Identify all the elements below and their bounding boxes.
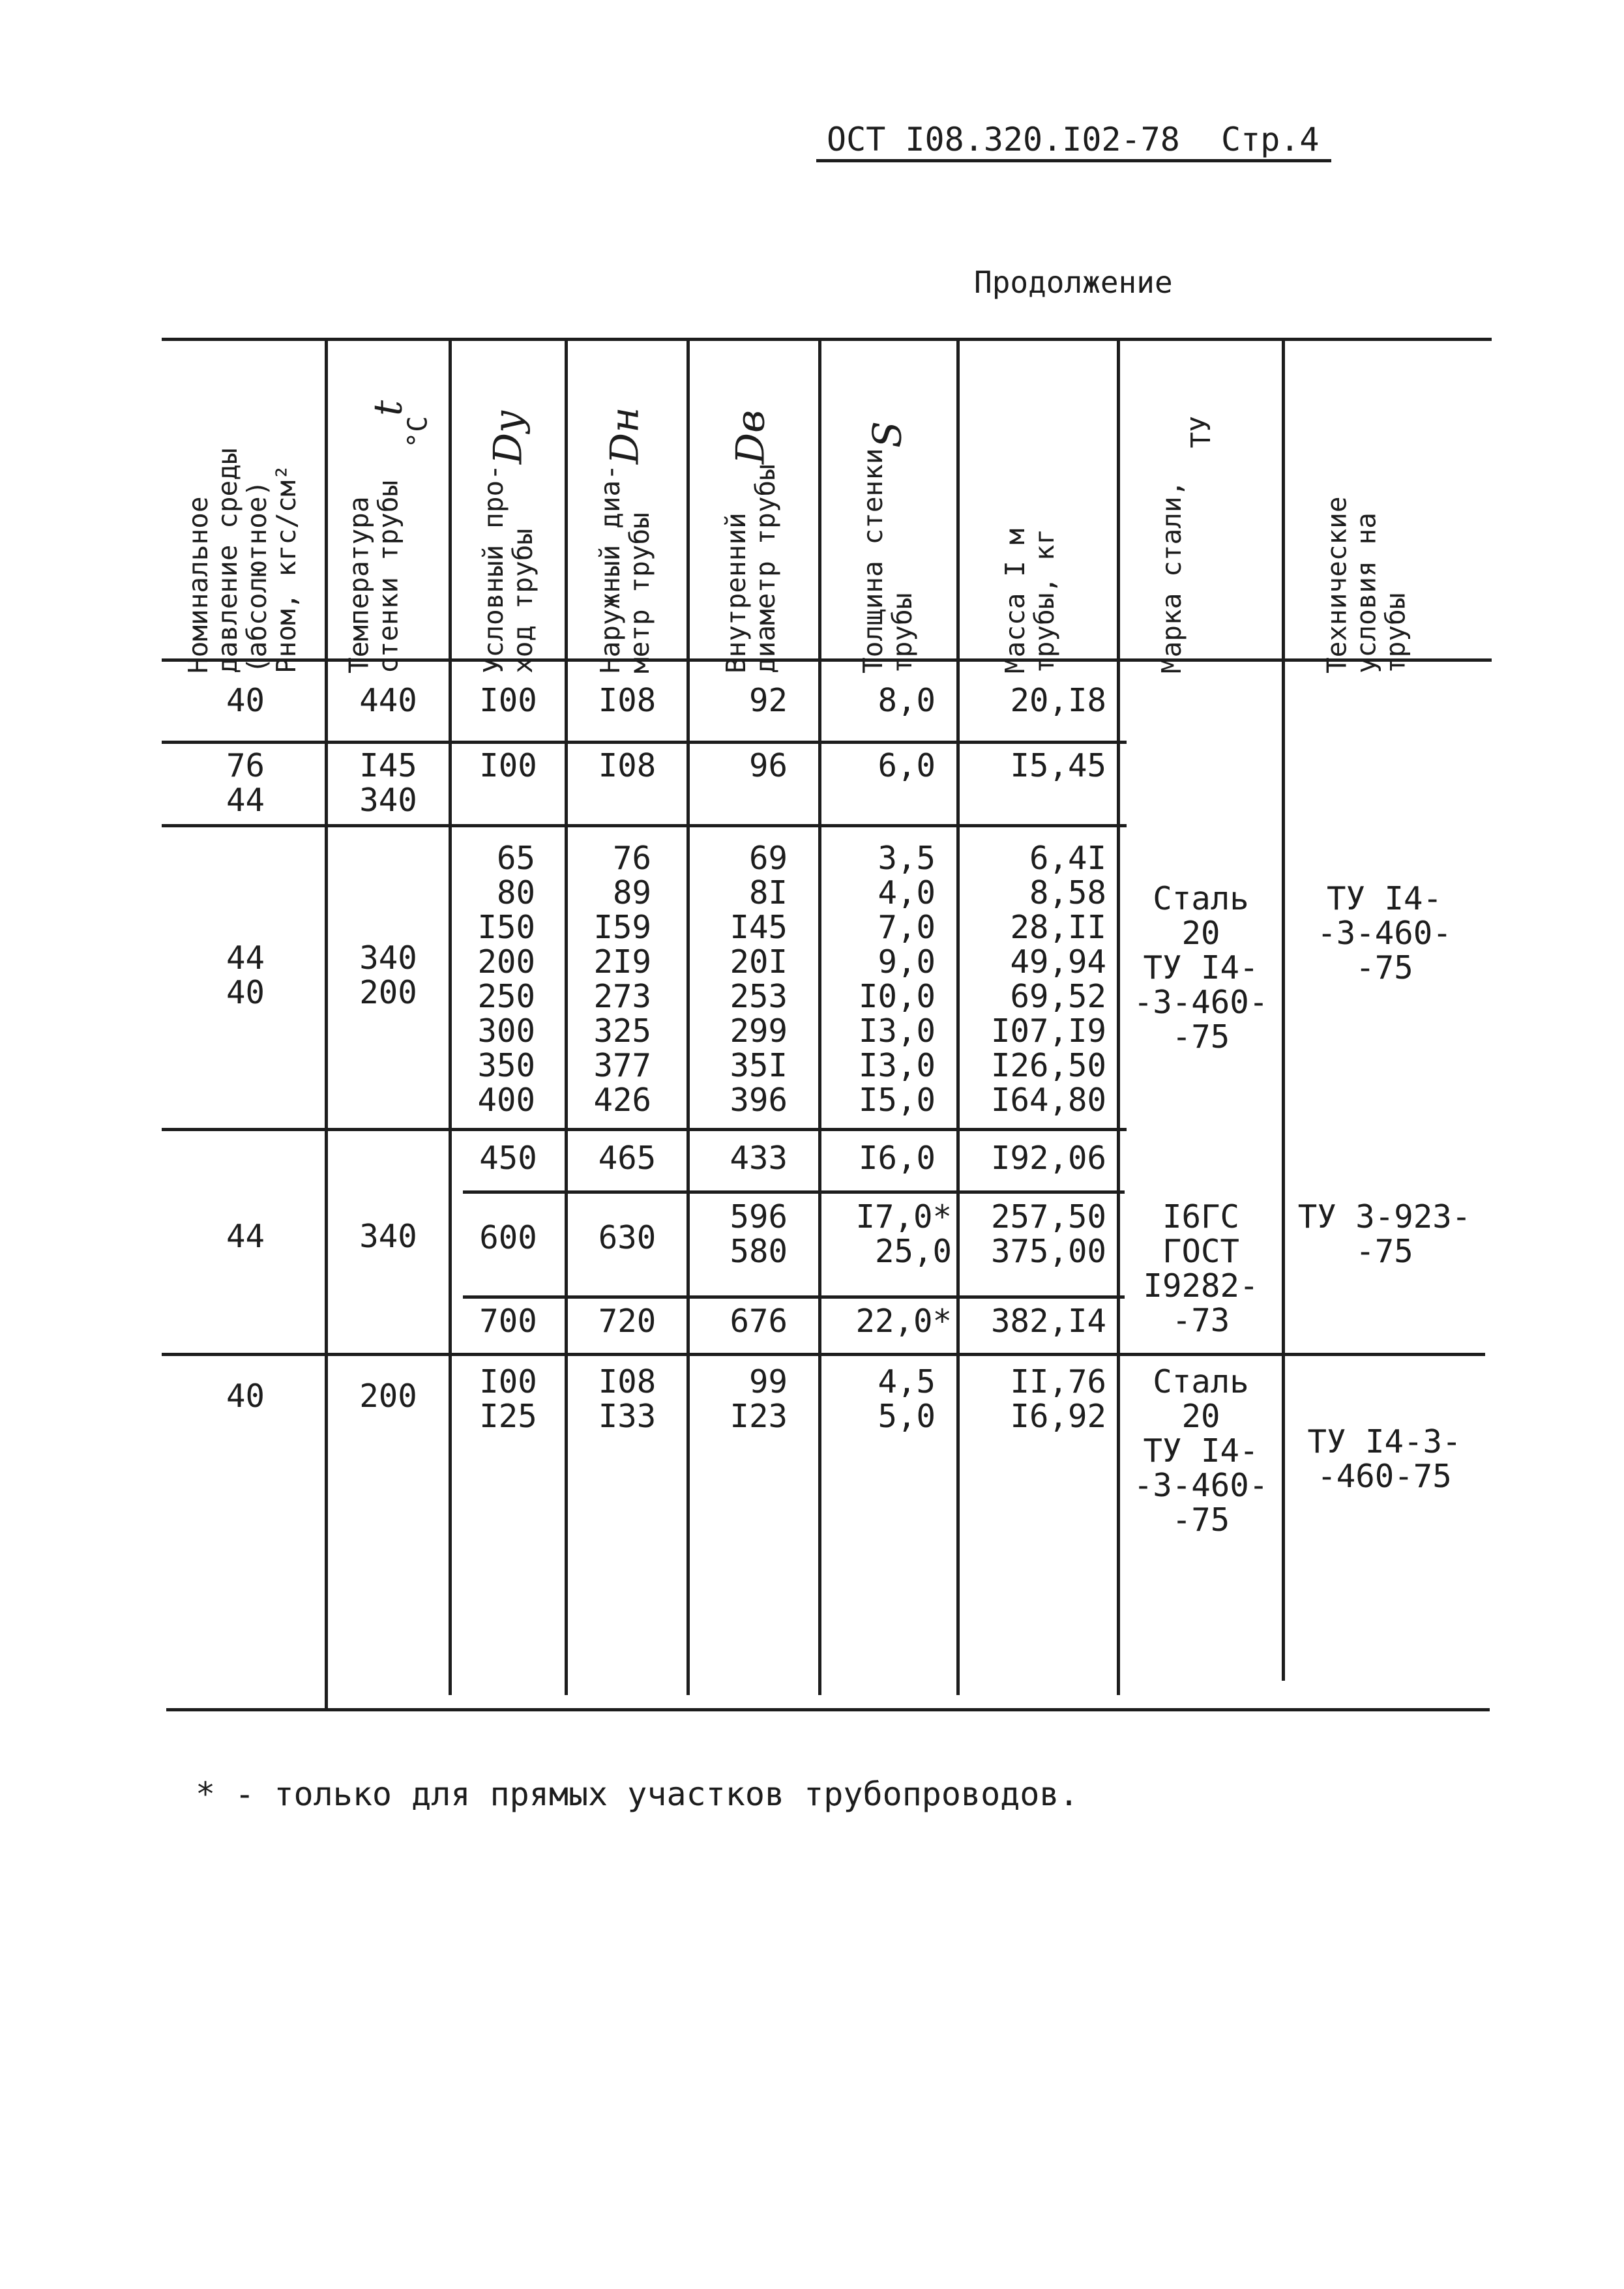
column-rule — [325, 338, 328, 1708]
table-cell: 40 — [226, 682, 265, 719]
table-cell: 450 — [479, 1140, 537, 1177]
row-rule — [162, 1353, 1485, 1356]
table-cell: I92,06 — [990, 1140, 1106, 1177]
table-cell: 600 — [479, 1219, 537, 1256]
row-rule — [463, 1190, 1125, 1194]
table-cell: 40 — [226, 1378, 265, 1415]
table-cell: 6,0 — [878, 747, 936, 784]
table-cell: I00 — [479, 682, 537, 719]
table-cell: I5,45 — [1010, 747, 1106, 784]
table-cell: I08 I33 — [598, 1363, 657, 1435]
tech-spec-cell: ТУ 3-923- -75 — [1297, 1198, 1471, 1270]
table-cell: I08 — [598, 682, 657, 719]
column-header-nominal-bore: Условный про- ход трубы Dу — [478, 410, 539, 673]
table-cell: 3,5 4,0 7,0 9,0 I0,0 I3,0 I3,0 I5,0 — [858, 840, 936, 1119]
table-cell: I00 I25 — [479, 1363, 537, 1435]
table-cell: I7,0* 25,0 — [855, 1198, 952, 1270]
table-cell: 8,0 — [878, 682, 936, 719]
table-cell: 440 — [359, 682, 417, 719]
row-rule — [463, 1295, 1125, 1299]
steel-grade-cell: Сталь 20 ТУ I4- -3-460- -75 — [1133, 880, 1269, 1056]
column-header-temperature: Температура стенки трубы °С t — [343, 400, 434, 673]
table-cell: 44 40 — [226, 939, 265, 1011]
column-header-outer-diameter: Наружный диа- метр трубы Dн — [595, 407, 655, 673]
table-cell: 20,I8 — [1010, 682, 1106, 719]
table-cell: 92 — [748, 682, 788, 719]
row-rule — [162, 741, 1127, 744]
column-header-steel-grade: Марка стали, ТУ — [1156, 416, 1217, 673]
footnote: * - только для прямых участков трубопроводов. — [196, 1775, 1079, 1813]
table-cell: 22,0* — [855, 1303, 952, 1340]
table-cell: 76 44 — [226, 747, 265, 819]
header-underline — [816, 159, 1331, 162]
column-header-wall-thickness: Толщина стенки трубы S — [857, 421, 918, 673]
table-cell: 630 — [598, 1219, 657, 1256]
table-cell: 200 — [359, 1378, 417, 1415]
table-cell: I08 — [598, 747, 657, 784]
table-cell: I45 340 — [359, 747, 417, 819]
table-cell: I00 — [479, 747, 537, 784]
table-cell: 465 — [598, 1140, 657, 1177]
table-cell: 720 — [598, 1303, 657, 1340]
table-cell: 700 — [479, 1303, 537, 1340]
table-cell: 382,I4 — [990, 1303, 1106, 1340]
column-header-mass: Масса I м трубы, кг — [999, 528, 1060, 673]
steel-grade-cell: Сталь 20 ТУ I4- -3-460- -75 — [1133, 1363, 1269, 1539]
column-header-specs: Технические условия на трубы — [1321, 496, 1411, 673]
column-header-pressure: Номинальное давление среды (абсолютное) Рном, кгс/см² — [183, 448, 302, 673]
row-rule — [162, 824, 1127, 827]
continuation-label: Продолжение — [974, 265, 1173, 300]
table-cell: 340 200 — [359, 939, 417, 1011]
table-cell: 676 — [730, 1303, 788, 1340]
table-cell: 96 — [748, 747, 788, 784]
row-rule — [162, 1128, 1127, 1131]
table-cell: 44 — [226, 1218, 265, 1255]
tech-spec-cell: ТУ I4- -3-460- -75 — [1317, 880, 1452, 986]
table-cell: II,76 I6,92 — [1010, 1363, 1106, 1435]
table-cell: I6,0 — [858, 1140, 936, 1177]
document-number: ОСТ I08.320.I02-78 — [827, 121, 1180, 158]
table-top-rule — [162, 338, 1492, 341]
steel-grade-cell: I6ГС ГОСТ I9282- -73 — [1143, 1198, 1259, 1339]
page-number: Стр.4 — [1221, 121, 1320, 158]
table-bottom-rule — [166, 1708, 1490, 1711]
table-cell: 69 8I I45 20I 253 299 35I 396 — [730, 840, 788, 1119]
table-cell: 596 580 — [730, 1198, 788, 1270]
column-header-inner-diameter: Внутренний диаметр трубы Dв — [720, 410, 781, 673]
table-cell: 6,4I 8,58 28,II 49,94 69,52 I07,I9 I26,50 I64,80 — [990, 840, 1106, 1119]
table-cell: 433 — [730, 1140, 788, 1177]
table-cell: 99 I23 — [730, 1363, 788, 1435]
table-cell: 257,50 375,00 — [990, 1198, 1106, 1270]
table-cell: 340 — [359, 1218, 417, 1255]
table-cell: 4,5 5,0 — [878, 1363, 936, 1435]
table-cell: 65 80 I50 200 250 300 350 400 — [477, 840, 535, 1119]
table-cell: 76 89 I59 2I9 273 325 377 426 — [593, 840, 651, 1119]
tech-spec-cell: ТУ I4-3- -460-75 — [1307, 1423, 1462, 1495]
